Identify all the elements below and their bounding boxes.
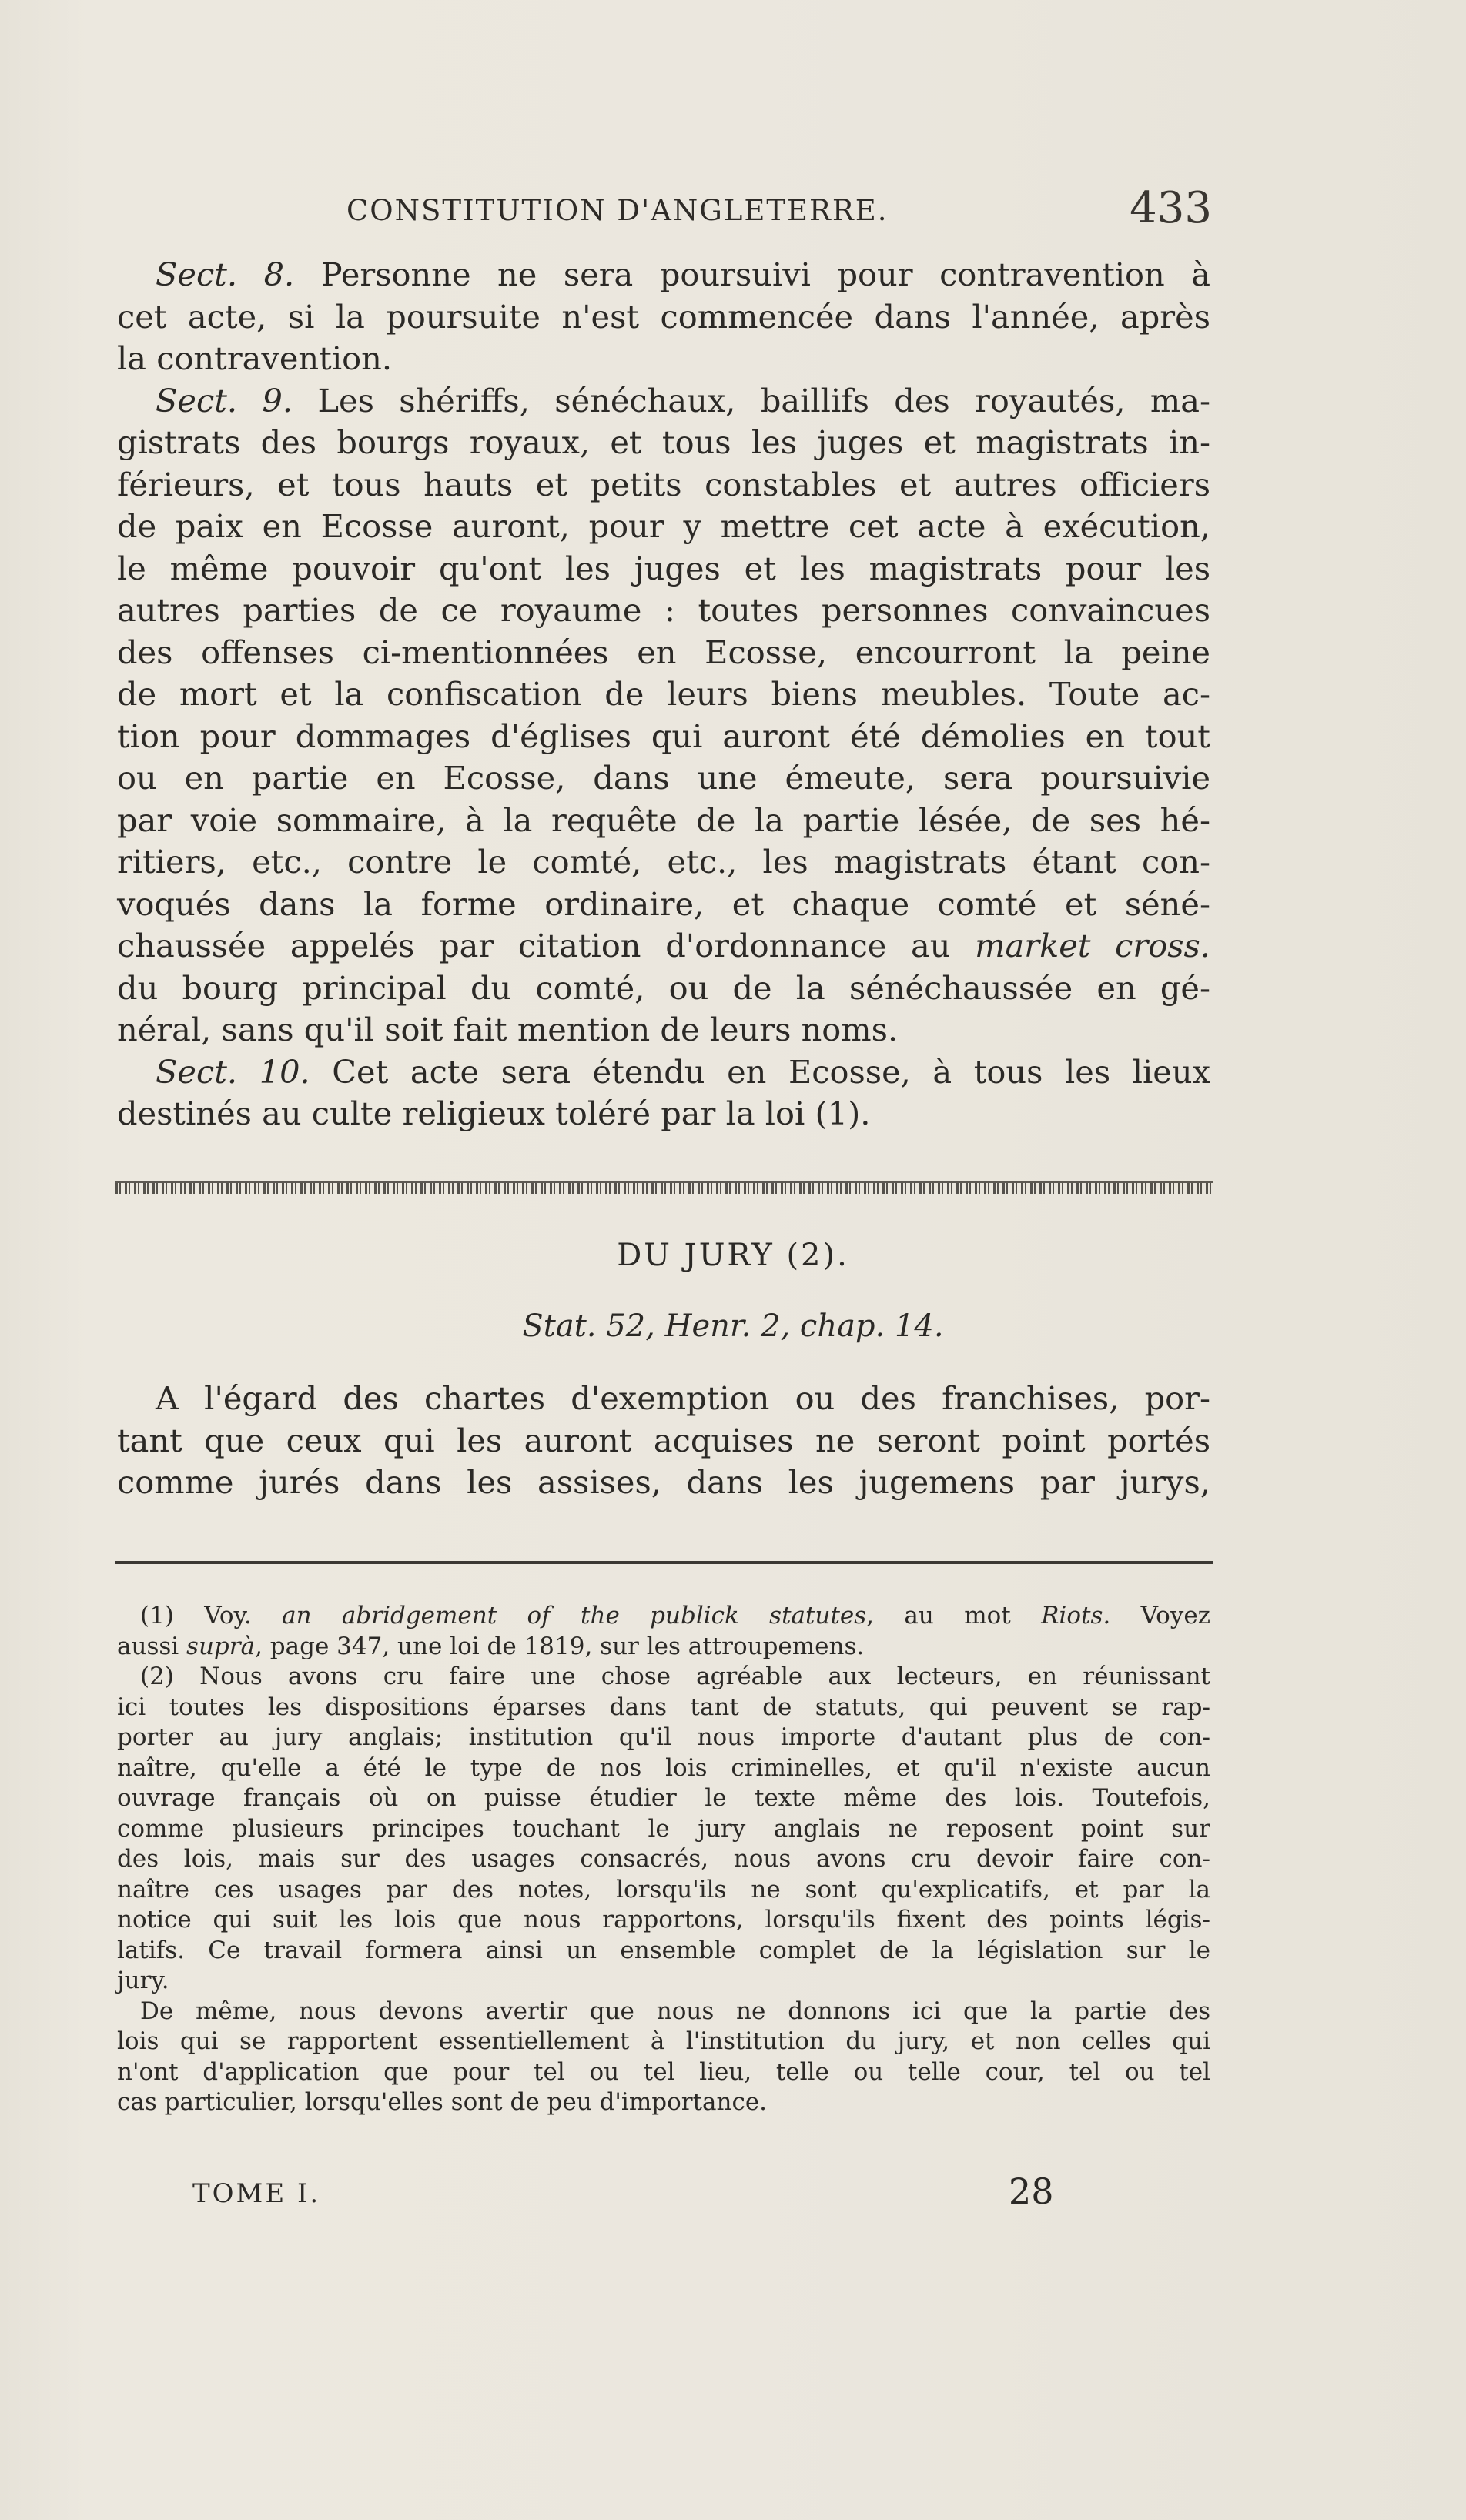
running-title: CONSTITUTION D'ANGLETERRE.: [346, 194, 889, 227]
footnotes: [117, 1601, 1210, 2118]
sect8-line-1: Sect. 8. Personne ne sera poursuivi pour contravention à: [156, 256, 1211, 293]
footnote-2-line: ici toutes les dispositions éparses dans tant de statuts, qui peuvent se rap-: [117, 1693, 1210, 1721]
main-text: [117, 254, 1210, 1135]
footnote-2-line: ouvrage français où on puisse étudier le texte même des lois. Toutefois,: [117, 1784, 1210, 1812]
sect9-label: Sect. 9.: [156, 381, 293, 419]
footnote-2-line: latifs. Ce travail formera ainsi un ensemble complet de la législation sur le: [117, 1936, 1210, 1964]
sect8-line-2: cet acte, si la poursuite n'est commencée dans l'année, après: [117, 297, 1210, 336]
footnote-2-line: naître, qu'elle a été le type de nos lois criminelles, et qu'il n'existe aucun: [117, 1753, 1210, 1782]
sect9-line: voqués dans la forme ordinaire, et chaque comté et séné-: [117, 884, 1210, 923]
sect9-line: ou en partie en Ecosse, dans une émeute, sera poursuivie: [117, 759, 1210, 797]
footnote-2-line: (2) Nous avons cru faire une chose agréable aux lecteurs, en réunissant: [140, 1663, 1210, 1690]
jury-title: DU JURY (2).: [617, 1238, 849, 1273]
sect9-line-1: Sect. 9. Les shériffs, sénéchaux, baillifs des royautés, ma-: [156, 381, 1210, 419]
sect9-line: des offenses ci-mentionnées en Ecosse, encourront la peine: [117, 633, 1210, 671]
ornamental-divider: [115, 1181, 1213, 1194]
footnote-2-para-line: lois qui se rapportent essentiellement à l'institution du jury, et non celles qui: [117, 2027, 1210, 2055]
sect9-line-market-cross: chaussée appelés par citation d'ordonnance au market cross.: [117, 927, 1210, 964]
sect9-line: par voie sommaire, à la requête de la partie lésée, de ses hé-: [117, 800, 1210, 839]
sect9-line: férieurs, et tous hauts et petits constables et autres officiers: [117, 465, 1210, 503]
sect9-line: ritiers, etc., contre le comté, etc., les magistrats étant con-: [117, 843, 1210, 881]
sect10-label: Sect. 10.: [156, 1052, 310, 1091]
sect9-line: de paix en Ecosse auront, pour y mettre cet acte à exécution,: [117, 507, 1210, 545]
jury-line: tant que ceux qui les auront acquises ne seront point portés: [117, 1421, 1210, 1459]
jury-line: A l'égard des chartes d'exemption ou des franchises, por-: [156, 1379, 1210, 1417]
footnote-2-para-line: De même, nous devons avertir que nous ne donnons ici que la partie des: [140, 1997, 1210, 2025]
sect9-line: de mort et la confiscation de leurs biens meubles. Toute ac-: [117, 675, 1210, 713]
footnote-2-para-line: n'ont d'application que pour tel ou tel lieu, telle ou telle cour, tel ou tel: [117, 2057, 1210, 2086]
footnote-2-line: jury.: [117, 1967, 169, 1994]
sect8-label: Sect. 8.: [156, 256, 295, 293]
sheet-signature: 28: [1009, 2171, 1054, 2212]
footnote-2-line: des lois, mais sur des usages consacrés, nous avons cru devoir faire con-: [117, 1845, 1210, 1873]
running-head: [115, 183, 1217, 237]
jury-line: comme jurés dans les assises, dans les jugemens par jurys,: [117, 1463, 1210, 1501]
market-cross-term: market cross.: [975, 927, 1210, 964]
statute-reference: Stat. 52, Henr. 2, chap. 14.: [522, 1308, 944, 1344]
footnote-rule: [115, 1561, 1213, 1564]
page-number: 433: [1130, 183, 1212, 233]
sect10-line-1: Sect. 10. Cet acte sera étendu en Ecosse, à tous les lieux: [156, 1052, 1210, 1091]
footnote-2-line: notice qui suit les lois que nous rapportons, lorsqu'ils fixent des points légis-: [117, 1906, 1210, 1933]
footnote-1-line-2: aussi suprà, page 347, une loi de 1819, sur les attroupemens.: [117, 1632, 865, 1660]
footnote-2-line: comme plusieurs principes touchant le jury anglais ne reposent point sur: [117, 1814, 1210, 1843]
footnote-1-line-1: (1) Voy. an abridgement of the publick statutes, au mot Riots. Voyez: [140, 1602, 1210, 1629]
sect9-line: tion pour dommages d'églises qui auront été démolies en tout: [117, 717, 1210, 755]
sect9-line: autres parties de ce royaume : toutes personnes convaincues: [117, 591, 1210, 629]
footnote-2-line: porter au jury anglais; institution qu'il nous importe d'autant plus de con-: [117, 1723, 1210, 1751]
footnote-2-line: naître ces usages par des notes, lorsqu'ils ne sont qu'explicatifs, et par la: [117, 1875, 1210, 1903]
sect8-line-3: la contravention.: [117, 339, 393, 377]
sect9-line-last: néral, sans qu'il soit fait mention de leurs noms.: [117, 1011, 899, 1048]
jury-paragraph: [117, 1378, 1210, 1504]
sect9-line: le même pouvoir qu'ont les juges et les magistrats pour les: [117, 549, 1210, 587]
footnote-2-para-line: cas particulier, lorsqu'elles sont de peu d'importance.: [117, 2088, 768, 2116]
sect9-line: du bourg principal du comté, ou de la sénéchaussée en gé-: [117, 968, 1210, 1007]
volume-signature: TOME I.: [192, 2178, 321, 2209]
sect10-line-2: destinés au culte religieux toléré par la loi (1).: [117, 1095, 871, 1132]
sect9-line: gistrats des bourgs royaux, et tous les juges et magistrats in-: [117, 423, 1210, 461]
